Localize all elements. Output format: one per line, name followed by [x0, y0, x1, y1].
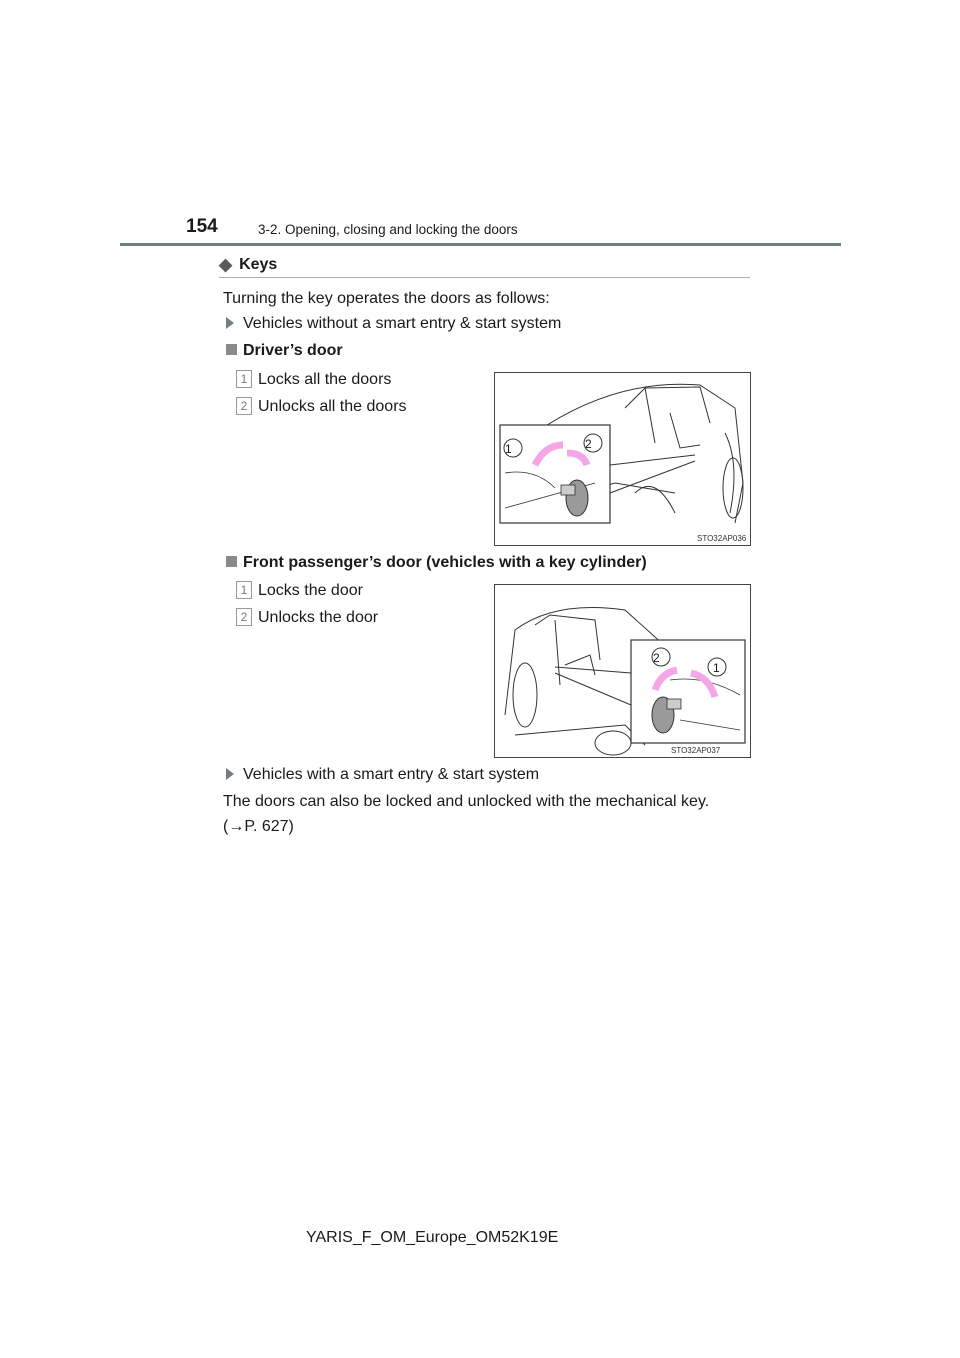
with-smart-entry-item: [226, 766, 539, 784]
number-badge: 1: [236, 581, 252, 599]
car-passenger-door-illustration: [495, 585, 750, 757]
callout-2: 2: [653, 651, 660, 665]
heading-text: Keys: [239, 256, 278, 273]
passenger-door-item-1: [236, 581, 363, 600]
passenger-door-item-2-text: Unlocks the door: [258, 609, 379, 626]
heading-rule: [219, 277, 750, 278]
passenger-door-title: [226, 554, 647, 572]
page-number: 154: [186, 216, 218, 237]
drivers-door-item-1-text: Locks all the doors: [258, 371, 392, 388]
passenger-door-item-2: [236, 608, 378, 627]
square-bullet-icon: [226, 556, 237, 567]
passenger-door-title-text: Front passenger’s door (vehicles with a key cylinder): [243, 554, 647, 571]
drivers-door-item-2-text: Unlocks all the doors: [258, 398, 407, 415]
car-driver-door-illustration: [495, 373, 750, 545]
with-smart-entry-text: Vehicles with a smart entry & start system: [243, 766, 540, 783]
figure-code: STO32AP037: [671, 746, 721, 755]
figure-code: STO32AP036: [697, 534, 747, 543]
mechanical-key-line-1: The doors can also be locked and unlocked with the mechanical key.: [223, 793, 710, 810]
triangle-bullet-icon: [226, 317, 234, 329]
drivers-door-title: [226, 342, 343, 360]
passenger-door-item-1-text: Locks the door: [258, 582, 363, 599]
number-badge: 1: [236, 370, 252, 388]
passenger-door-figure: [494, 584, 751, 758]
square-bullet-icon: [226, 344, 237, 355]
keys-heading: [219, 255, 277, 275]
drivers-door-figure: [494, 372, 751, 546]
without-smart-entry-item: [226, 315, 561, 333]
drivers-door-title-text: Driver’s door: [243, 342, 343, 359]
number-badge: 2: [236, 608, 252, 626]
diamond-icon: ◆: [219, 255, 233, 274]
callout-2: 2: [585, 437, 592, 451]
intro-text: Turning the key operates the doors as follows:: [223, 290, 550, 307]
triangle-bullet-icon: [226, 768, 234, 780]
drivers-door-item-2: [236, 397, 407, 416]
mechanical-key-line-2: (→P. 627): [223, 818, 294, 835]
header-rule: [120, 243, 841, 246]
callout-1: 1: [713, 661, 720, 675]
drivers-door-item-1: [236, 370, 391, 389]
document-id: YARIS_F_OM_Europe_OM52K19E: [306, 1229, 559, 1246]
without-smart-entry-text: Vehicles without a smart entry & start system: [243, 315, 562, 332]
number-badge: 2: [236, 397, 252, 415]
section-title: 3-2. Opening, closing and locking the doors: [258, 222, 518, 237]
callout-1: 1: [505, 442, 512, 456]
